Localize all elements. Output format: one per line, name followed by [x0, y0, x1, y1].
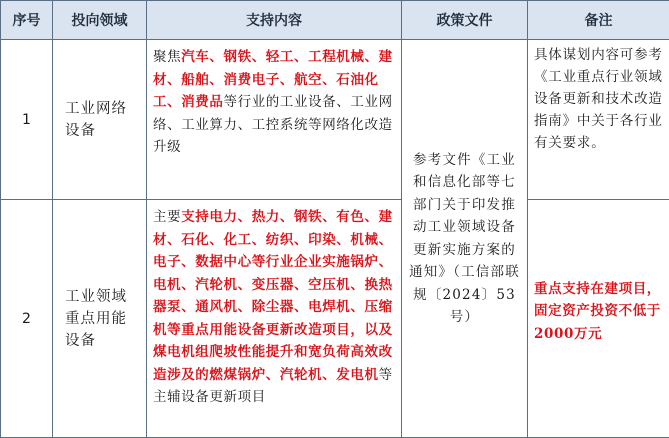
table-header-row — [1, 1, 669, 40]
content-highlight: 汽车、钢铁、轻工、工程机械、建材、船舶、消费电子、航空、石油化工、消费品 — [153, 49, 393, 110]
content-prefix: 聚焦 — [153, 49, 181, 65]
policy-document: 参考文件《工业和信息化部等七部门关于印发推动工业领域设备更新实施方案的通知》（工信部联规〔2024〕53号） — [402, 40, 528, 438]
table-row — [1, 200, 669, 438]
table-row — [1, 40, 669, 200]
content-prefix: 主要 — [153, 209, 181, 225]
header-policy: 政策文件 — [402, 1, 528, 40]
content-highlight: 支持电力、热力、钢铁、有色、建材、石化、化工、纺织、印染、机械、电子、数据中心等行业企业实施锅炉、电机、汽轮机、变压器、空压机、换热器泵、通风机、除尘器、电焊机、压缩机等重点用能设备更新改造项目，以及煤电机组爬坡性能提升和宽负荷高效改造涉及的燃煤锅炉、汽轮机、发电机 — [153, 209, 393, 383]
row-note: 重点支持在建项目，固定资产投资不低于2000万元 — [528, 200, 669, 438]
row-index: 1 — [1, 40, 53, 200]
row-index: 2 — [1, 200, 53, 438]
header-content: 支持内容 — [147, 1, 402, 40]
content-suffix: 等行业的工业设备、工业网络、工业算力、工控系统等网络化改造升级 — [153, 94, 393, 155]
row-field: 工业领域重点用能设备 — [53, 200, 147, 438]
row-content — [147, 200, 402, 438]
row-field: 工业网络设备 — [53, 40, 147, 200]
header-note: 备注 — [528, 1, 669, 40]
content-suffix: 等主辅设备更新项目 — [153, 367, 393, 406]
header-index: 序号 — [1, 1, 53, 40]
row-note: 具体谋划内容可参考《工业重点行业领域设备更新和技术改造指南》中关于各行业有关要求。 — [528, 40, 669, 200]
row-content — [147, 40, 402, 200]
header-field: 投向领域 — [53, 1, 147, 40]
